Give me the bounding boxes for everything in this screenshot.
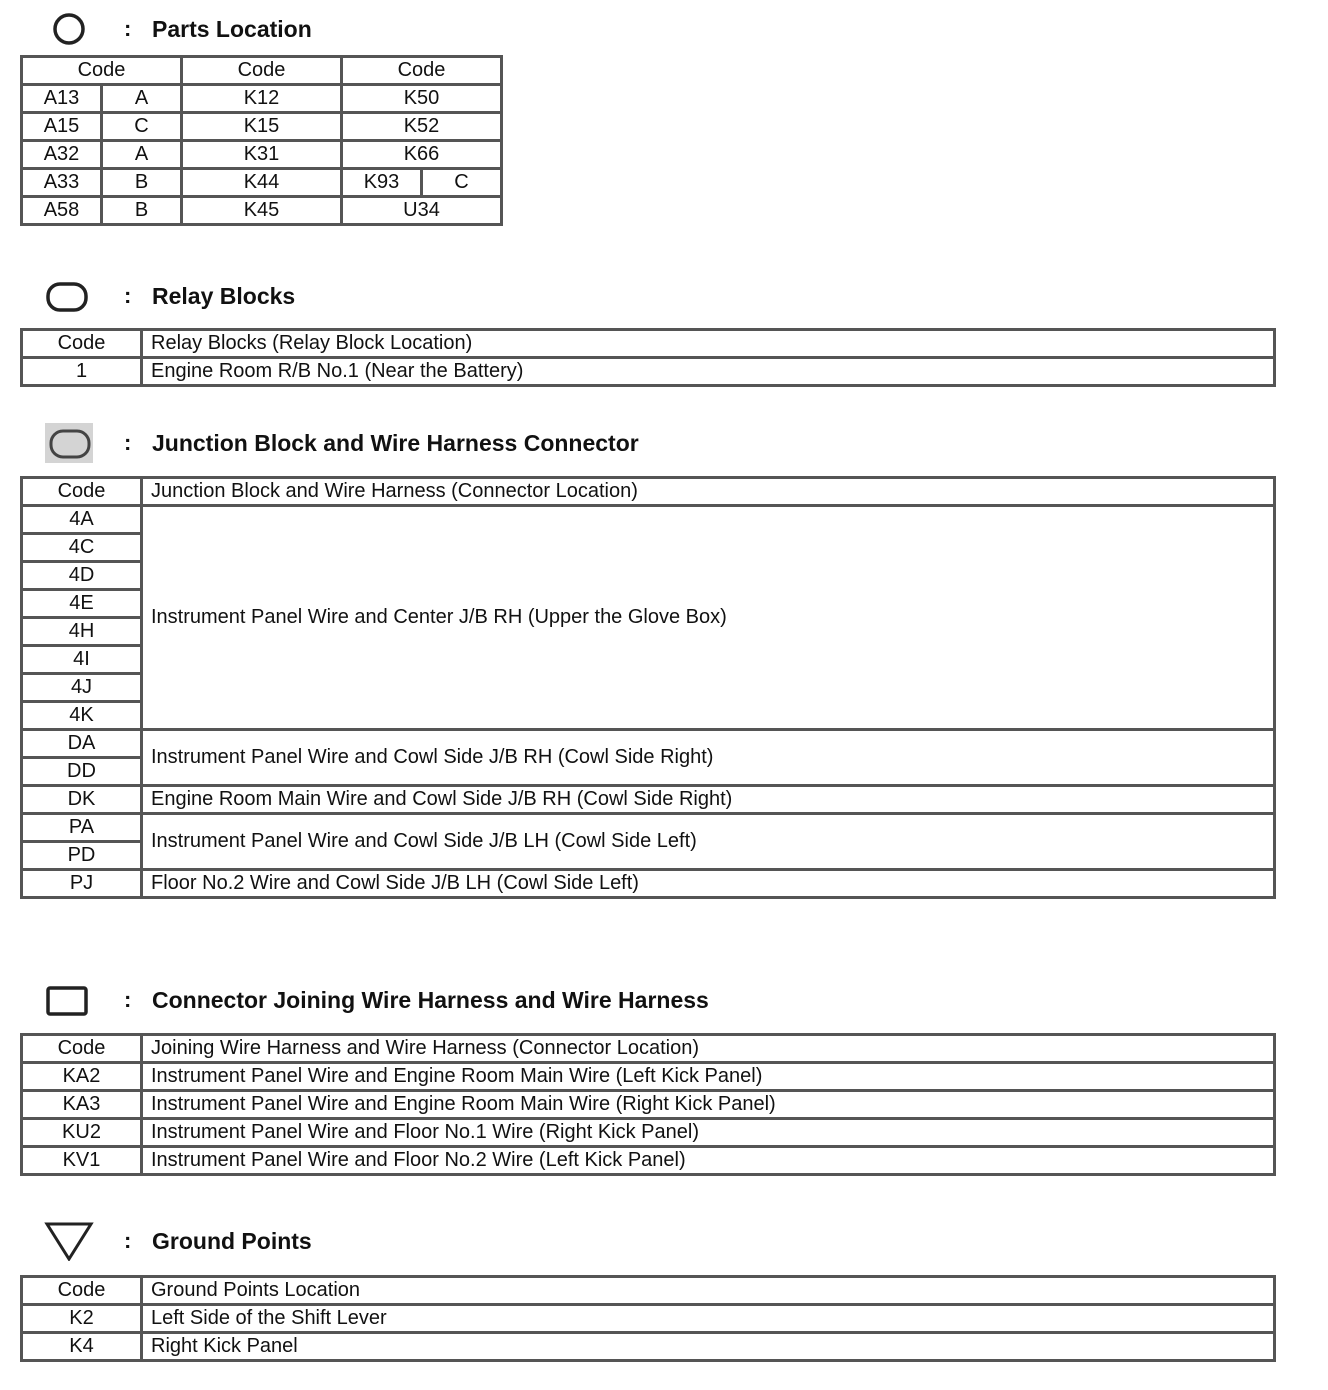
table-row — [22, 506, 1275, 534]
code-cell: PA — [22, 814, 142, 842]
code-cell: 4A — [22, 506, 142, 534]
code-cell: DD — [22, 758, 142, 786]
description-cell: Instrument Panel Wire and Engine Room Main Wire (Right Kick Panel) — [142, 1091, 1275, 1119]
code-cell: K52 — [342, 113, 502, 141]
code-cell: K4 — [22, 1333, 142, 1361]
column-header: Code — [182, 57, 342, 85]
code-cell: U34 — [342, 197, 502, 225]
code-cell: 4E — [22, 590, 142, 618]
code-cell: 4H — [22, 618, 142, 646]
table-row — [22, 1333, 1275, 1361]
code-cell: DA — [22, 730, 142, 758]
table-row — [22, 1305, 1275, 1333]
code-cell: A13 — [22, 85, 102, 113]
code-suffix-cell: B — [102, 197, 182, 225]
description-cell: Instrument Panel Wire and Floor No.1 Wire (Right Kick Panel) — [142, 1119, 1275, 1147]
code-cell: K66 — [342, 141, 502, 169]
table-row — [22, 1147, 1275, 1175]
code-cell: K15 — [182, 113, 342, 141]
code-cell: 4J — [22, 674, 142, 702]
code-suffix-cell: C — [422, 169, 502, 197]
table-header-row — [22, 57, 502, 85]
code-cell: K31 — [182, 141, 342, 169]
connector-header — [0, 980, 1328, 1020]
description-cell: Instrument Panel Wire and Cowl Side J/B LH (Cowl Side Left) — [142, 814, 1275, 870]
table-header-row — [22, 1277, 1275, 1305]
code-cell: DK — [22, 786, 142, 814]
code-cell: 4K — [22, 702, 142, 730]
code-cell: K12 — [182, 85, 342, 113]
triangle-symbol-icon — [44, 1221, 94, 1261]
colon: : — [124, 1228, 132, 1253]
table-row — [22, 786, 1275, 814]
code-cell: 4D — [22, 562, 142, 590]
code-suffix-cell: A — [102, 141, 182, 169]
section-title: Parts Location — [152, 16, 312, 42]
table-row — [22, 1119, 1275, 1147]
parts-location-table — [20, 55, 503, 226]
table-header-row — [22, 478, 1275, 506]
rectangle-symbol-icon — [44, 980, 94, 1020]
section-title: Relay Blocks — [152, 283, 296, 309]
description-cell: Left Side of the Shift Lever — [142, 1305, 1275, 1333]
code-cell: PJ — [22, 870, 142, 898]
column-header: Code — [22, 478, 142, 506]
table-row — [22, 113, 502, 141]
description-cell: Engine Room R/B No.1 (Near the Battery) — [142, 358, 1275, 386]
column-header: Relay Blocks (Relay Block Location) — [142, 330, 1275, 358]
code-cell: KA2 — [22, 1063, 142, 1091]
table-row — [22, 730, 1275, 758]
code-cell: 1 — [22, 358, 142, 386]
column-header: Code — [22, 1035, 142, 1063]
column-header: Code — [22, 1277, 142, 1305]
code-cell: KA3 — [22, 1091, 142, 1119]
connector-table — [20, 1033, 1276, 1176]
code-cell: K44 — [182, 169, 342, 197]
section-title: Connector Joining Wire Harness and Wire Harness — [152, 987, 709, 1013]
table-row — [22, 169, 502, 197]
description-cell: Instrument Panel Wire and Cowl Side J/B RH (Cowl Side Right) — [142, 730, 1275, 786]
relay-blocks-table — [20, 328, 1276, 387]
table-row — [22, 870, 1275, 898]
description-cell: Right Kick Panel — [142, 1333, 1275, 1361]
shaded-rounded-rect-symbol-icon — [44, 423, 94, 463]
parts-location-header — [0, 9, 1328, 49]
ground-points-table — [20, 1275, 1276, 1362]
code-cell: A32 — [22, 141, 102, 169]
table-row — [22, 358, 1275, 386]
code-cell: KU2 — [22, 1119, 142, 1147]
description-cell: Instrument Panel Wire and Engine Room Main Wire (Left Kick Panel) — [142, 1063, 1275, 1091]
code-cell: A33 — [22, 169, 102, 197]
table-header-row — [22, 330, 1275, 358]
code-cell: PD — [22, 842, 142, 870]
code-cell: K93 — [342, 169, 422, 197]
column-header: Code — [342, 57, 502, 85]
section-title: Ground Points — [152, 1228, 312, 1254]
rounded-rect-symbol-icon — [44, 276, 94, 316]
colon: : — [124, 283, 132, 308]
description-cell: Engine Room Main Wire and Cowl Side J/B RH (Cowl Side Right) — [142, 786, 1275, 814]
junction-block-table — [20, 476, 1276, 899]
code-suffix-cell: C — [102, 113, 182, 141]
ground-points-header — [0, 1221, 1328, 1261]
colon: : — [124, 987, 132, 1012]
column-header: Code — [22, 330, 142, 358]
table-header-row — [22, 1035, 1275, 1063]
circle-symbol-icon — [44, 9, 94, 49]
section-title: Junction Block and Wire Harness Connector — [152, 430, 639, 456]
code-cell: K50 — [342, 85, 502, 113]
code-suffix-cell: A — [102, 85, 182, 113]
relay-blocks-header — [0, 276, 1328, 316]
column-header: Code — [22, 57, 182, 85]
code-cell: 4I — [22, 646, 142, 674]
table-row — [22, 197, 502, 225]
table-row — [22, 141, 502, 169]
description-cell: Instrument Panel Wire and Floor No.2 Wire (Left Kick Panel) — [142, 1147, 1275, 1175]
table-row — [22, 814, 1275, 842]
table-row — [22, 1063, 1275, 1091]
table-row — [22, 85, 502, 113]
code-cell: K45 — [182, 197, 342, 225]
code-cell: A58 — [22, 197, 102, 225]
column-header: Junction Block and Wire Harness (Connector Location) — [142, 478, 1275, 506]
code-cell: K2 — [22, 1305, 142, 1333]
description-cell: Instrument Panel Wire and Center J/B RH (Upper the Glove Box) — [142, 506, 1275, 730]
column-header: Joining Wire Harness and Wire Harness (Connector Location) — [142, 1035, 1275, 1063]
colon: : — [124, 430, 132, 455]
colon: : — [124, 16, 132, 41]
column-header: Ground Points Location — [142, 1277, 1275, 1305]
code-cell: KV1 — [22, 1147, 142, 1175]
code-suffix-cell: B — [102, 169, 182, 197]
code-cell: A15 — [22, 113, 102, 141]
table-row — [22, 1091, 1275, 1119]
description-cell: Floor No.2 Wire and Cowl Side J/B LH (Cowl Side Left) — [142, 870, 1275, 898]
code-cell: 4C — [22, 534, 142, 562]
junction-block-header — [0, 423, 1328, 463]
